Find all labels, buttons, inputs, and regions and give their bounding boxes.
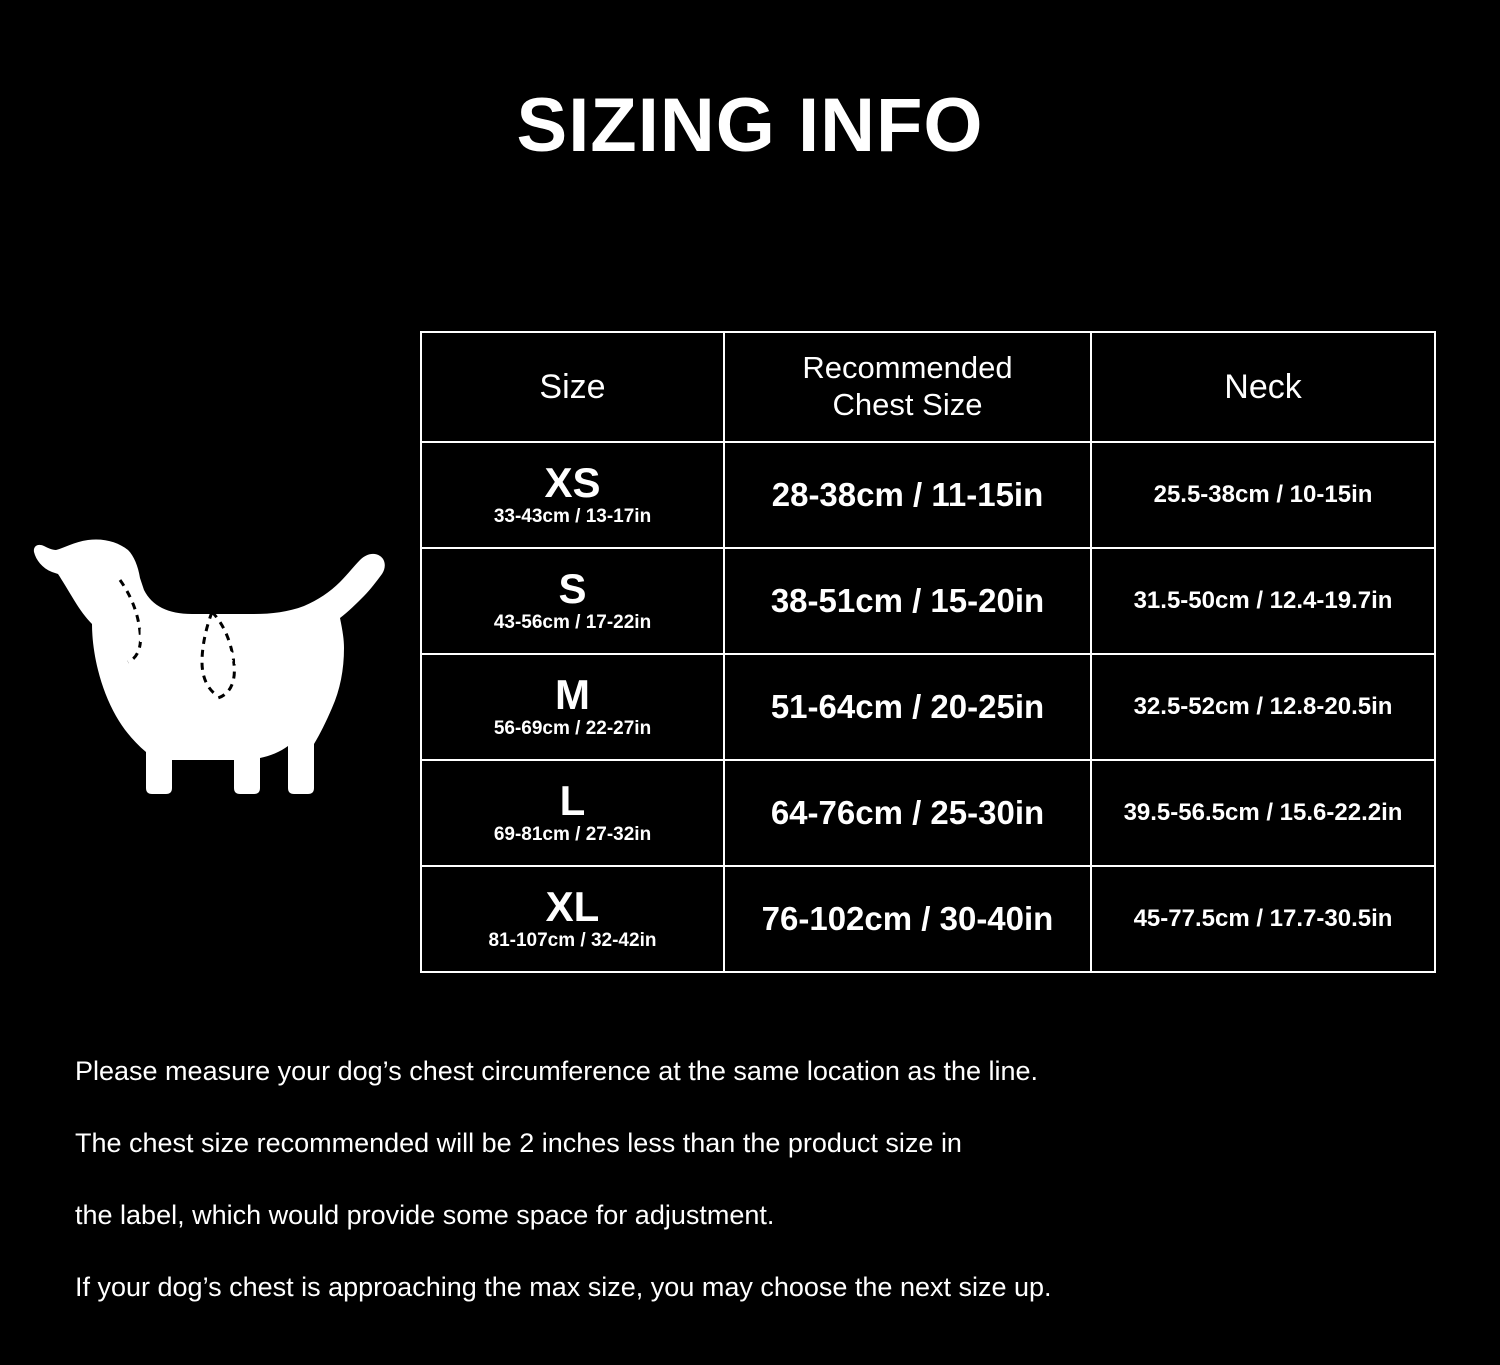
column-header-chest [724, 332, 1091, 442]
table-row [421, 866, 1435, 972]
table-row [421, 654, 1435, 760]
dog-illustration [22, 520, 402, 860]
note-line: Please measure your dog’s chest circumference at the same location as the line. [75, 1056, 1039, 1086]
cell-neck: 45-77.5cm / 17.7-30.5in [1091, 866, 1435, 972]
page-title: SIZING INFO [516, 83, 984, 168]
table-header-row [421, 332, 1435, 442]
size-range: 69-81cm / 27-32in [493, 823, 652, 845]
table-row [421, 442, 1435, 548]
cell-chest: 76-102cm / 30-40in [724, 866, 1091, 972]
size-label: L [559, 777, 586, 825]
chest-label: Chest [220, 648, 270, 669]
note-line: the label, which would provide some space for adjustment. [75, 1200, 775, 1230]
column-header-size: Size [421, 332, 724, 442]
cell-chest: 28-38cm / 11-15in [724, 442, 1091, 548]
cell-chest: 51-64cm / 20-25in [724, 654, 1091, 760]
sizing-table [420, 331, 1436, 973]
cell-size [421, 760, 724, 866]
cell-neck: 32.5-52cm / 12.8-20.5in [1091, 654, 1435, 760]
table-row [421, 548, 1435, 654]
size-label: XS [544, 459, 601, 507]
cell-chest: 64-76cm / 25-30in [724, 760, 1091, 866]
note-line: If your dog’s chest is approaching the max size, you may choose the next size up. [75, 1272, 1052, 1302]
cell-size [421, 548, 724, 654]
cell-size [421, 866, 724, 972]
column-header-chest-line1: Recommended [802, 350, 1013, 386]
size-label: M [555, 671, 590, 719]
column-header-chest-line2: Chest Size [832, 387, 983, 422]
notes-section [75, 1035, 1435, 1323]
size-label: S [558, 565, 587, 613]
dog-silhouette-icon [22, 520, 402, 860]
cell-neck: 25.5-38cm / 10-15in [1091, 442, 1435, 548]
cell-size [421, 654, 724, 760]
cell-chest: 38-51cm / 15-20in [724, 548, 1091, 654]
note-line: The chest size recommended will be 2 inches less than the product size in [75, 1128, 962, 1158]
cell-neck: 39.5-56.5cm / 15.6-22.2in [1091, 760, 1435, 866]
size-range: 33-43cm / 13-17in [493, 505, 652, 527]
size-label: XL [545, 883, 600, 931]
size-range: 43-56cm / 17-22in [493, 611, 652, 633]
cell-neck: 31.5-50cm / 12.4-19.7in [1091, 548, 1435, 654]
table-row [421, 760, 1435, 866]
size-range: 56-69cm / 22-27in [493, 717, 652, 739]
size-range: 81-107cm / 32-42in [488, 929, 657, 951]
cell-size [421, 442, 724, 548]
column-header-neck: Neck [1091, 332, 1435, 442]
neck-label: Neck [130, 626, 174, 647]
